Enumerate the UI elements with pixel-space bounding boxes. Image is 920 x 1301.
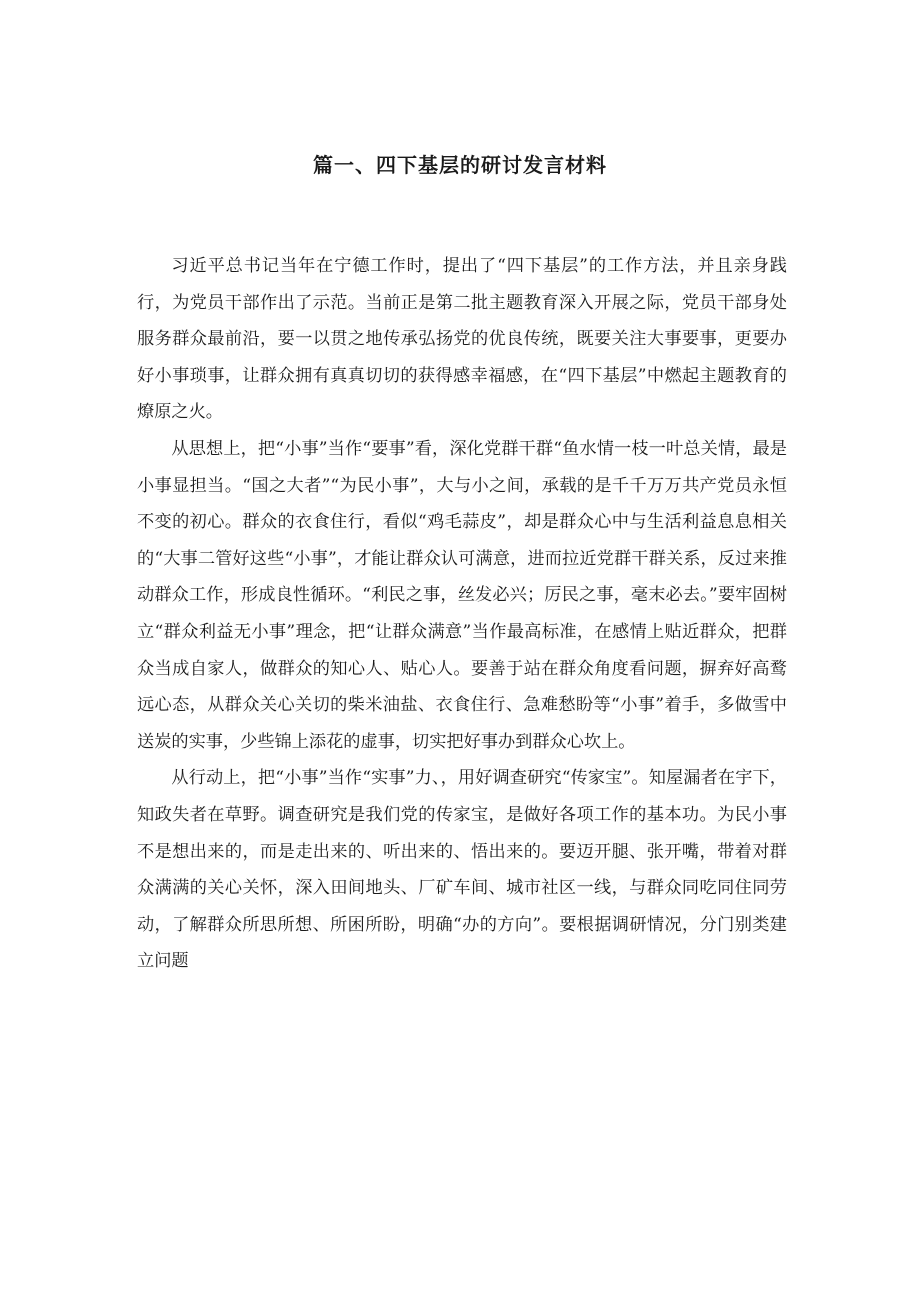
document-body <box>137 248 787 980</box>
document-title: 篇一、四下基层的研讨发言材料 <box>313 153 607 177</box>
paragraph-thought: 从思想上，把“小事”当作“要事”看，深化党群干群“鱼水情一枝一叶总关情，最是小事显担当。“国之大者”“为民小事”，大与小之间，承载的是千千万万共产党员永恒不变的初心。群众的衣食住行，看似“鸡毛蒜皮”，却是群众心中与生活利益息息相关的“大事二管好这些“小事”，才能让群众认可满意，进而拉近党群干群关系，反过来推动群众工作，形成良性循环。“利民之事，丝发必兴；厉民之事，毫末必去。”要牢固树立“群众利益无小事”理念，把“让群众满意”当作最高标准，在感情上贴近群众，把群众当成自家人，做群众的知心人、贴心人。要善于站在群众角度看问题，摒弃好高鹜远心态，从群众关心关切的柴米油盐、衣食住行、急难愁盼等“小事”着手，多做雪中送炭的实事，少些锦上添花的虚事，切实把好事办到群众心坎上。 <box>137 438 787 752</box>
paragraph-intro: 习近平总书记当年在宁德工作时，提出了“四下基层”的工作方法，并且亲身践行，为党员干部作出了示范。当前正是第二批主题教育深入开展之际，党员干部身处服务群众最前沿，要一以贯之地传承弘扬党的优良传统，既要关注大事要事，更要办好小事琐事，让群众拥有真真切切的获得感幸福感，在“四下基层”中燃起主题教育的燎原之火。 <box>137 256 787 423</box>
paragraph-action: 从行动上，把“小事”当作“实事”力、，用好调查研究“传家宝”。知屋漏者在宇下，知政失者在草野。调查研究是我们党的传家宝，是做好各项工作的基本功。为民小事不是想出来的，而是走出来的、听出来的、悟出来的。要迈开腿、张开嘴，带着对群众满满的关心关怀，深入田间地头、厂矿车间、城市社区一线，与群众同吃同住同劳动，了解群众所思所想、所困所盼，明确“办的方向”。要根据调研情况，分门别类建立问题 <box>137 768 787 972</box>
